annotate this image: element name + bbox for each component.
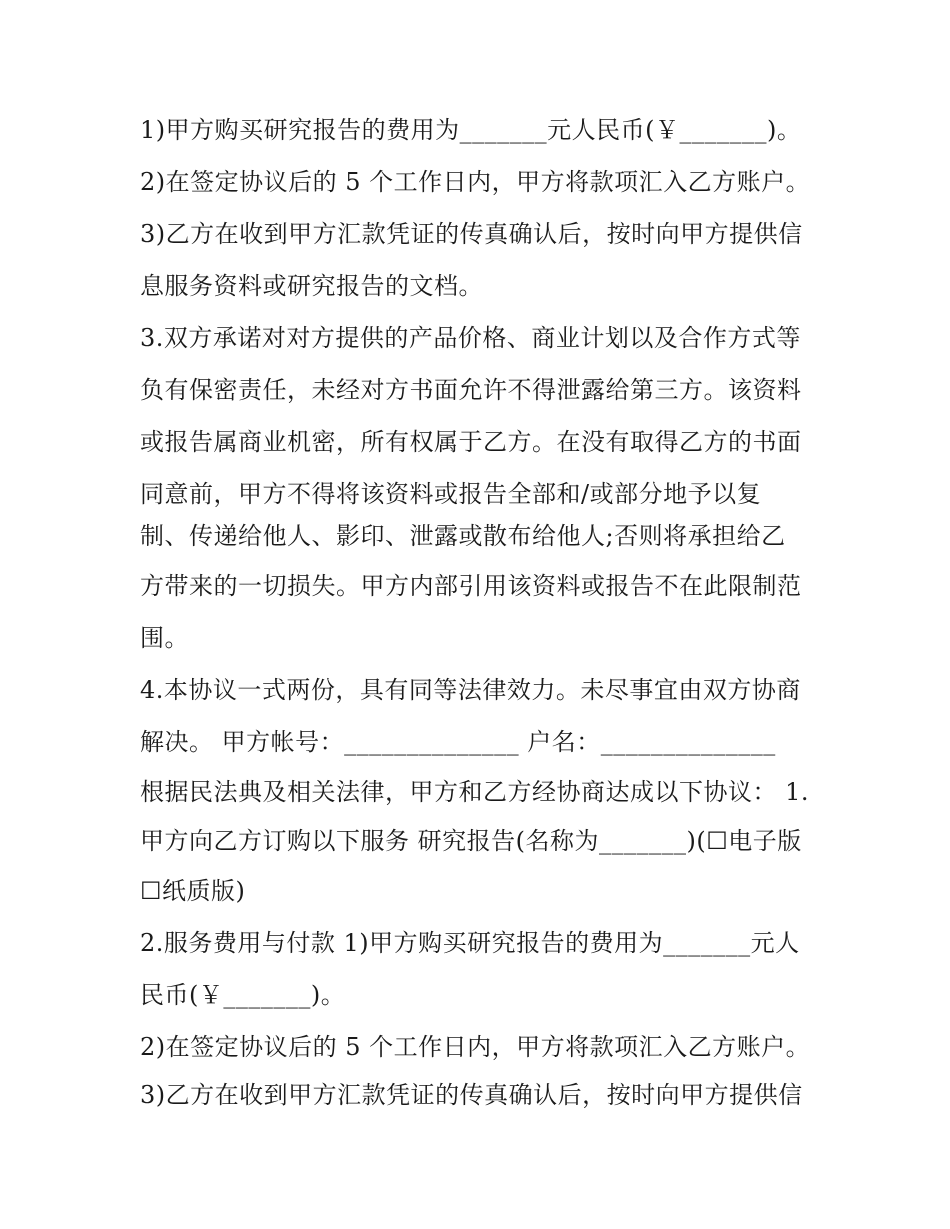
text-line: 2)在签定协议后的 5 个工作日内，甲方将款项汇入乙方账户。 <box>140 1033 811 1061</box>
text-line: 息服务资料或研究报告的文档。 <box>140 272 483 300</box>
text-line: 围。 <box>140 624 189 652</box>
text-line: 甲方向乙方订购以下服务 研究报告(名称为_______)(☐电子版 <box>140 827 802 855</box>
text-line: 根据民法典及相关法律，甲方和乙方经协商达成以下协议： 1. <box>140 778 810 806</box>
text-line: 3.双方承诺对对方提供的产品价格、商业计划以及合作方式等 <box>140 324 801 352</box>
text-line: 3)乙方在收到甲方汇款凭证的传真确认后，按时向甲方提供信 <box>140 1081 803 1109</box>
text-line: 4.本协议一式两份，具有同等法律效力。未尽事宜由双方协商 <box>140 676 801 704</box>
text-line: 2)在签定协议后的 5 个工作日内，甲方将款项汇入乙方账户。 <box>140 168 811 196</box>
text-line: 3)乙方在收到甲方汇款凭证的传真确认后，按时向甲方提供信 <box>140 220 803 248</box>
text-line: 民币(￥_______)。 <box>140 981 346 1009</box>
text-line: 同意前，甲方不得将该资料或报告全部和/或部分地予以复 <box>140 480 762 508</box>
text-line: 解决。 甲方帐号：______________ 户名：______________ <box>140 728 776 756</box>
text-line: 1)甲方购买研究报告的费用为_______元人民币(￥_______)。 <box>140 116 802 144</box>
text-line: 2.服务费用与付款 1)甲方购买研究报告的费用为_______元人 <box>140 929 800 957</box>
text-line: 方带来的一切损失。甲方内部引用该资料或报告不在此限制范 <box>140 572 802 600</box>
text-line: 或报告属商业机密，所有权属于乙方。在没有取得乙方的书面 <box>140 428 802 456</box>
text-line: ☐纸质版) <box>140 877 246 905</box>
text-line: 负有保密责任，未经对方书面允许不得泄露给第三方。该资料 <box>140 376 802 404</box>
text-line: 制、传递给他人、影印、泄露或散布给他人;否则将承担给乙 <box>140 522 786 550</box>
